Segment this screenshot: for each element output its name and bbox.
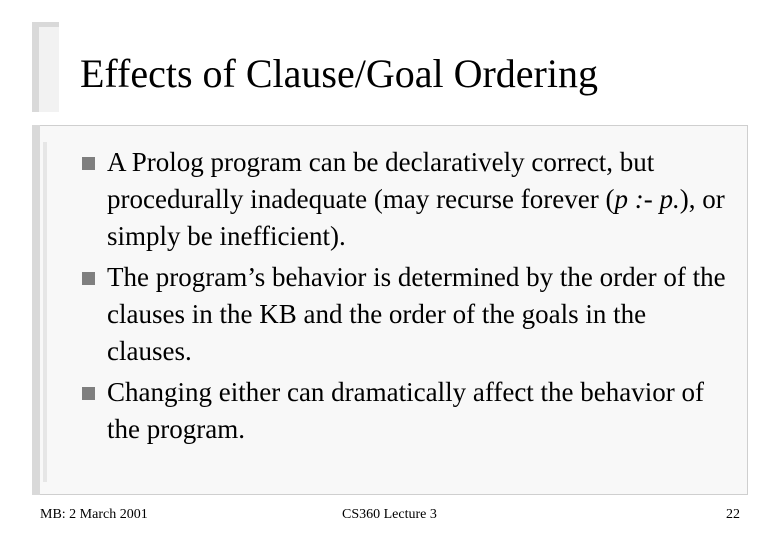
footer-author-date: MB: 2 March 2001 bbox=[40, 507, 148, 522]
bullet-item bbox=[80, 144, 730, 255]
bullet-item bbox=[80, 374, 730, 448]
content-inner-rule bbox=[43, 142, 47, 482]
bullet-text-after-code: ), or simply be inefficient). bbox=[107, 184, 725, 251]
prolog-code: p :- p. bbox=[614, 184, 680, 214]
bullet-item bbox=[80, 259, 730, 370]
page-number: 22 bbox=[726, 507, 740, 522]
bullet-text: The program’s behavior is determined by the order of the clauses in the KB and the order of the goals in the clauses. bbox=[107, 262, 726, 366]
bullet-text: Changing either can dramatically affect the behavior of the program. bbox=[107, 377, 704, 444]
footer-course-lecture: CS360 Lecture 3 bbox=[342, 507, 437, 522]
title-left-rule bbox=[32, 22, 39, 112]
square-bullet-icon bbox=[82, 272, 95, 285]
bullet-text bbox=[107, 144, 730, 255]
content-left-rule bbox=[32, 125, 40, 495]
bullet-list bbox=[80, 144, 730, 452]
slide-title: Effects of Clause/Goal Ordering bbox=[80, 51, 598, 96]
title-frame-panel bbox=[39, 27, 59, 112]
square-bullet-icon bbox=[82, 157, 95, 170]
square-bullet-icon bbox=[82, 387, 95, 400]
bullet-text-before-code: A Prolog program can be declaratively correct, but procedurally inadequate (may recurse forever ( bbox=[107, 147, 655, 214]
